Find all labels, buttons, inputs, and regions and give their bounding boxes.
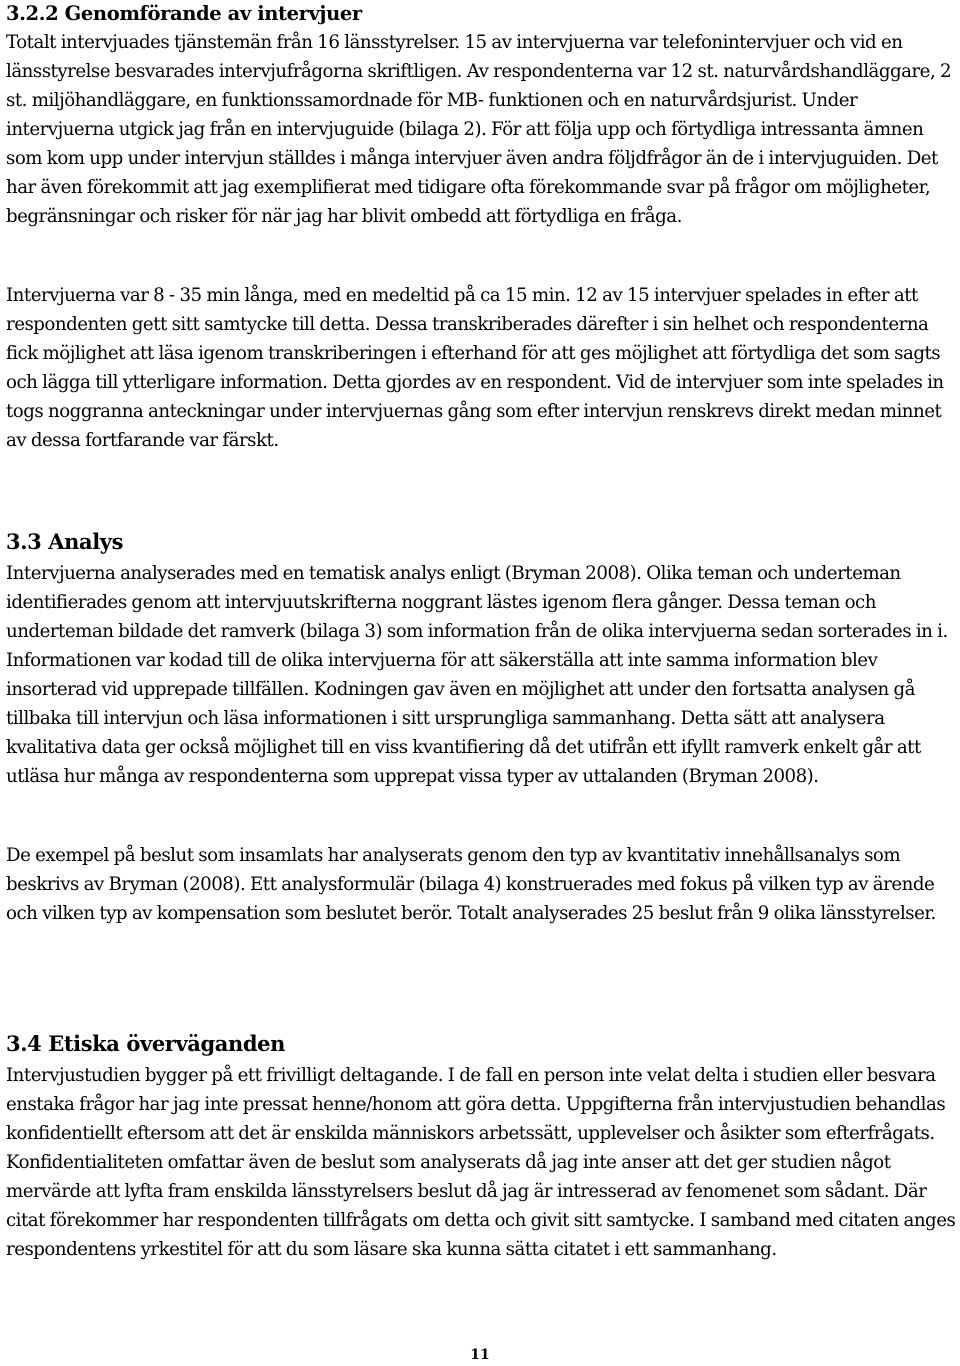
section-heading: 3.4 Etiska överväganden: [6, 1031, 285, 1056]
paragraph: Intervjustudien bygger på ett frivilligt deltagande. I de fall en person inte velat delta i studien eller besvara enstaka frågor har jag inte pressat henne/honom att göra detta. Uppgifterna från intervjustudien behandlas konfidentiellt eftersom att det är enskilda människors arbetssätt, upplevelser och åsikter som efterfrågats. Konfidentialiteten omfattar även de beslut som analyserats då jag inte anser att det ger studien något mervärde att lyfta fram enskilda länsstyrelsers beslut då jag är intresserad av fenomenet som sådant. Där citat förekommer har respondenten tillfrågats om detta och givit sitt samtycke. I samband med citaten anges respondentens yrkestitel för att du som läsare ska kunna sätta citatet i ett sammanhang.: [6, 1065, 956, 1260]
paragraph: De exempel på beslut som insamlats har analyserats genom den typ av kvantitativ innehållsanalys som beskrivs av Bryman (2008). Ett analysformulär (bilaga 4) konstruerades med fokus på vilken typ av ärende och vilken typ av kompensation som beslutet berör. Totalt analyserades 25 beslut från 9 olika länsstyrelser.: [6, 845, 936, 924]
paragraph: Intervjuerna var 8 - 35 min långa, med en medeltid på ca 15 min. 12 av 15 intervjuer spelades in efter att respondenten gett sitt samtycke till detta. Dessa transkriberades därefter i sin helhet och respondenterna fick möjlighet att läsa igenom transkriberingen i efterhand för att ges möjlighet att förtydliga det som sagts och lägga till ytterligare information. Detta gjordes av en respondent. Vid de intervjuer som inte spelades in togs noggranna anteckningar under intervjuernas gång som efter intervjun renskrevs direkt medan minnet av dessa fortfarande var färskt.: [6, 285, 944, 451]
section-heading: 3.2.2 Genomförande av intervjuer: [6, 2, 362, 25]
section-heading: 3.3 Analys: [6, 529, 124, 554]
page-number: 11: [470, 1347, 490, 1363]
paragraph: Totalt intervjuades tjänstemän från 16 länsstyrelser. 15 av intervjuerna var telefonintervjuer och vid en länsstyrelse besvarades intervjufrågorna skriftligen. Av respondenterna var 12 st. naturvårdshandläggare, 2 st. miljöhandläggare, en funktionssamordnade för MB- funktionen och en naturvårdsjurist. Under intervjuerna utgick jag från en intervjuguide (bilaga 2). För att följa upp och förtydliga intressanta ämnen som kom upp under intervjun ställdes i många intervjuer även andra följdfrågor än de i intervjuguiden. Det har även förekommit att jag exemplifierat med tidigare ofta förekommande svar på frågor om möjligheter, begränsningar och risker för när jag har blivit ombedd att förtydliga en fråga.: [6, 32, 952, 227]
paragraph: Intervjuerna analyserades med en tematisk analys enligt (Bryman 2008). Olika teman och underteman identifierades genom att intervjuutskrifterna noggrant lästes igenom flera gånger. Dessa teman och underteman bildade det ramverk (bilaga 3) som information från de olika intervjuerna sedan sorterades in i. Informationen var kodad till de olika intervjuerna för att säkerställa att inte samma information blev insorterad vid upprepade tillfällen. Kodningen gav även en möjlighet att under den fortsatta analysen gå tillbaka till intervjun och läsa informationen i sitt ursprungliga sammanhang. Detta sätt att analysera kvalitativa data ger också möjlighet till en viss kvantifiering då det utifrån ett ifyllt ramverk enkelt går att utläsa hur många av respondenterna som upprepat vissa typer av uttalanden (Bryman 2008).: [6, 563, 948, 787]
